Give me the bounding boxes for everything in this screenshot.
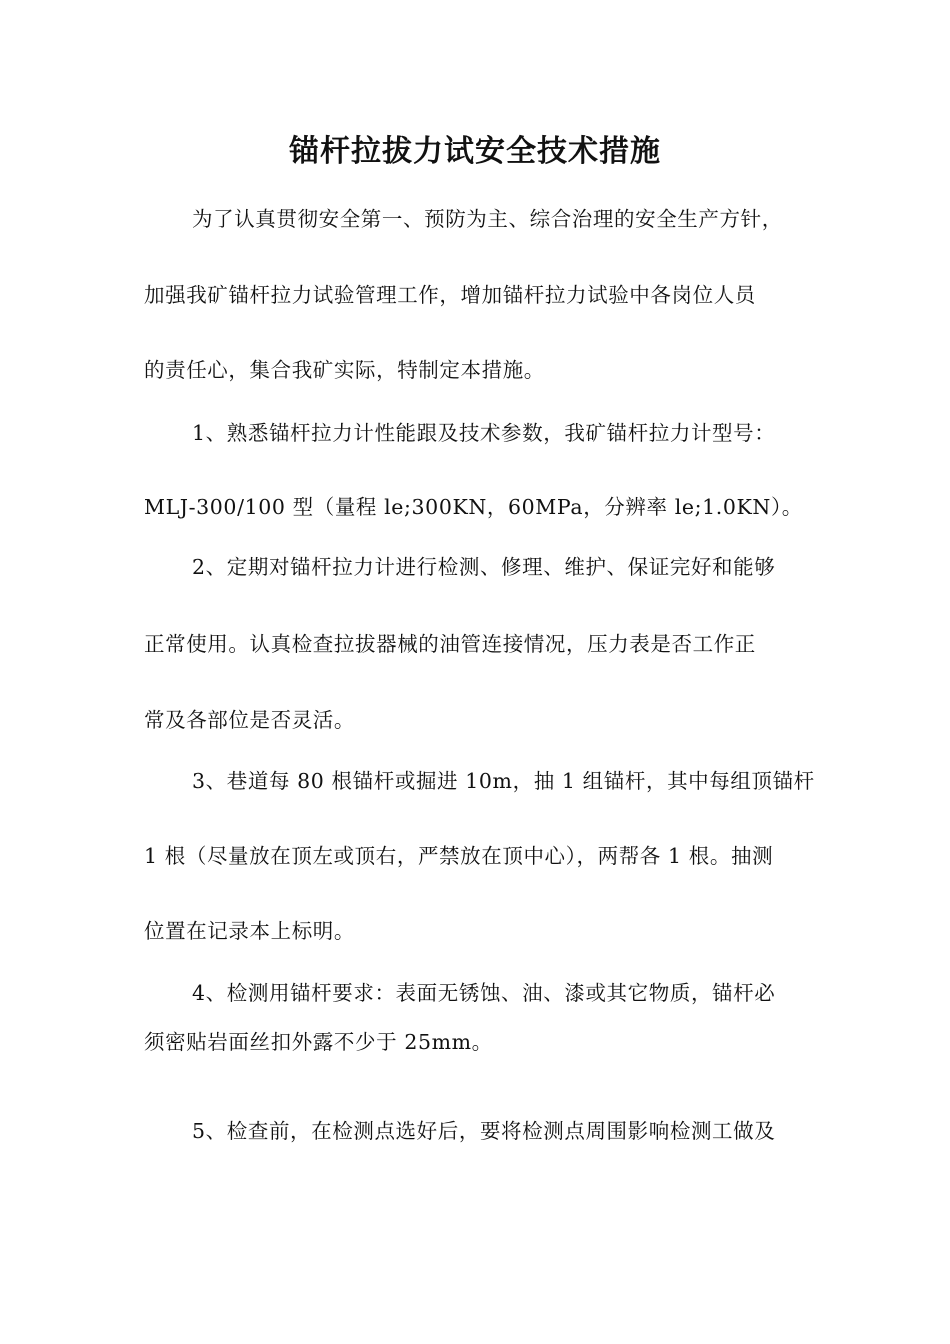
item-3-line-1: 3、巷道每 80 根锚杆或掘进 10m，抽 1 组锚杆，其中每组顶锚杆 bbox=[192, 769, 815, 793]
item-4-line-1: 4、检测用锚杆要求：表面无锈蚀、油、漆或其它物质，锚杆必 bbox=[192, 981, 776, 1005]
item-5-line-1: 5、检查前，在检测点选好后，要将检测点周围影响检测工做及 bbox=[192, 1119, 776, 1143]
item-4-line-2: 须密贴岩面丝扣外露不少于 25mm。 bbox=[144, 1030, 493, 1054]
item-2-line-3: 常及各部位是否灵活。 bbox=[144, 708, 355, 732]
paragraph-intro-line-3: 的责任心，集合我矿实际，特制定本措施。 bbox=[144, 358, 545, 382]
item-1-line-2: MLJ-300/100 型（量程 le;300KN，60MPa，分辨率 le;1.0KN）。 bbox=[144, 495, 803, 519]
paragraph-intro-line-2: 加强我矿锚杆拉力试验管理工作，增加锚杆拉力试验中各岗位人员 bbox=[144, 283, 756, 307]
item-3-line-3: 位置在记录本上标明。 bbox=[144, 919, 355, 943]
document-title: 锚杆拉拔力试安全技术措施 bbox=[289, 134, 661, 169]
item-1-line-1: 1、熟悉锚杆拉力计性能跟及技术参数，我矿锚杆拉力计型号： bbox=[192, 421, 776, 445]
item-3-line-2: 1 根（尽量放在顶左或顶右，严禁放在顶中心），两帮各 1 根。抽测 bbox=[144, 844, 774, 868]
paragraph-intro-line-1: 为了认真贯彻安全第一、预防为主、综合治理的安全生产方针， bbox=[192, 207, 783, 231]
item-2-line-1: 2、定期对锚杆拉力计进行检测、修理、维护、保证完好和能够 bbox=[192, 555, 776, 579]
item-2-line-2: 正常使用。认真检查拉拔器械的油管连接情况，压力表是否工作正 bbox=[144, 632, 756, 656]
